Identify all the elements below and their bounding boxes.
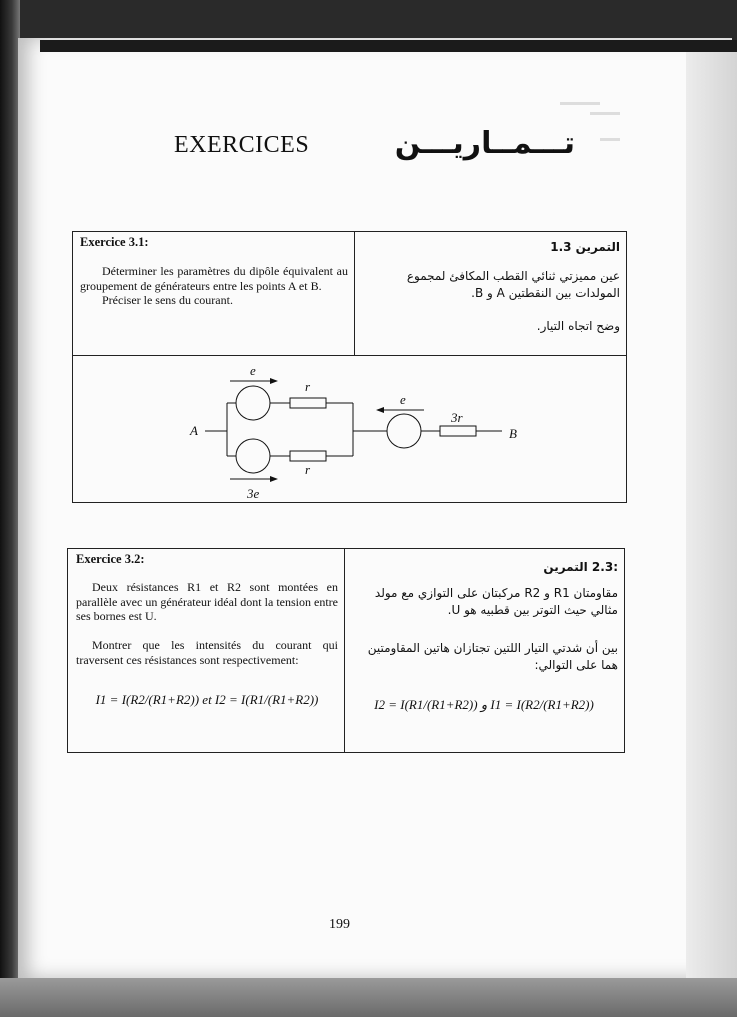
page-bottom-edge: [0, 978, 737, 1017]
generator-series-symbol: [387, 414, 421, 448]
book-page: [18, 38, 732, 978]
formula-ar: I2 = I(R1/(R1+R2)) و I1 = I(R2/(R1+R2)): [374, 697, 594, 712]
node-b-label: B: [509, 426, 517, 441]
label-e-top: e: [250, 363, 256, 378]
exercise-3-2-text: Deux résistances R1 et R2 sont montées en parallèle avec un générateur idéal dont la tension entre ses bornes est U.: [76, 580, 338, 623]
label-e-middle: e: [400, 392, 406, 407]
arrow-head-top: [270, 378, 278, 384]
page-title-ar: تـــمــاريـــن: [394, 126, 575, 161]
resistor-top-symbol: [290, 398, 326, 408]
exercise-1-3-instruction-ar: وضح اتجاه التيار.: [536, 319, 620, 333]
exercise-3-2-divider: [344, 548, 345, 753]
exercise-3-1-divider: [354, 231, 355, 355]
node-a-label: A: [190, 423, 198, 438]
resistor-3r-symbol: [440, 426, 476, 436]
page-top-edge: [40, 40, 737, 52]
book-spine-shadow: [0, 0, 20, 1017]
page-right-edge: [686, 52, 737, 978]
page-title-fr: EXERCICES: [174, 132, 310, 158]
resistor-bottom-symbol: [290, 451, 326, 461]
exercise-1-3-text-ar: عين مميزتي ثنائي القطب المكافئ لمجموع المولدات بين النقطتين A و B.: [406, 269, 620, 300]
exercise-2-3-label-ar: :2.3 التمرين: [543, 560, 618, 574]
exercise-3-1-text: Déterminer les paramètres du dipôle équivalent au groupement de générateurs entre les points A et B.: [80, 264, 348, 293]
circuit-diagram: [72, 356, 627, 503]
arrow-head-middle: [376, 407, 384, 413]
exercise-3-2-instruction: Montrer que les intensités du courant qui traversent ces résistances sont respectivement:: [76, 638, 338, 667]
exercise-2-3-text-ar: مقاومتان R1 و R2 مركبتان على التوازي مع مولد مثالي حيث التوتر بين قطبيه هو U.: [374, 586, 618, 617]
exercise-3-1-instruction: Préciser le sens du courant.: [102, 293, 233, 307]
exercise-1-3-label-ar: التمرين 1.3: [550, 240, 620, 254]
label-r-top: r: [305, 379, 311, 394]
label-3r: 3r: [451, 410, 463, 425]
arrow-head-bottom: [270, 476, 278, 482]
page-number: 199: [329, 917, 350, 932]
generator-bottom-symbol: [236, 439, 270, 473]
label-3e: 3e: [247, 486, 260, 501]
formula-fr: I1 = I(R2/(R1+R2)) et I2 = I(R1/(R1+R2)): [95, 692, 319, 707]
generator-top-symbol: [236, 386, 270, 420]
label-r-bottom: r: [305, 462, 311, 477]
exercise-2-3-instruction-ar: بين أن شدتي التيار اللتين تجتازان هاتين المقاومتين هما على التوالي:: [367, 641, 618, 672]
exercise-3-1-label: Exercice 3.1:: [80, 235, 149, 249]
exercise-3-2-label: Exercice 3.2:: [76, 552, 145, 566]
